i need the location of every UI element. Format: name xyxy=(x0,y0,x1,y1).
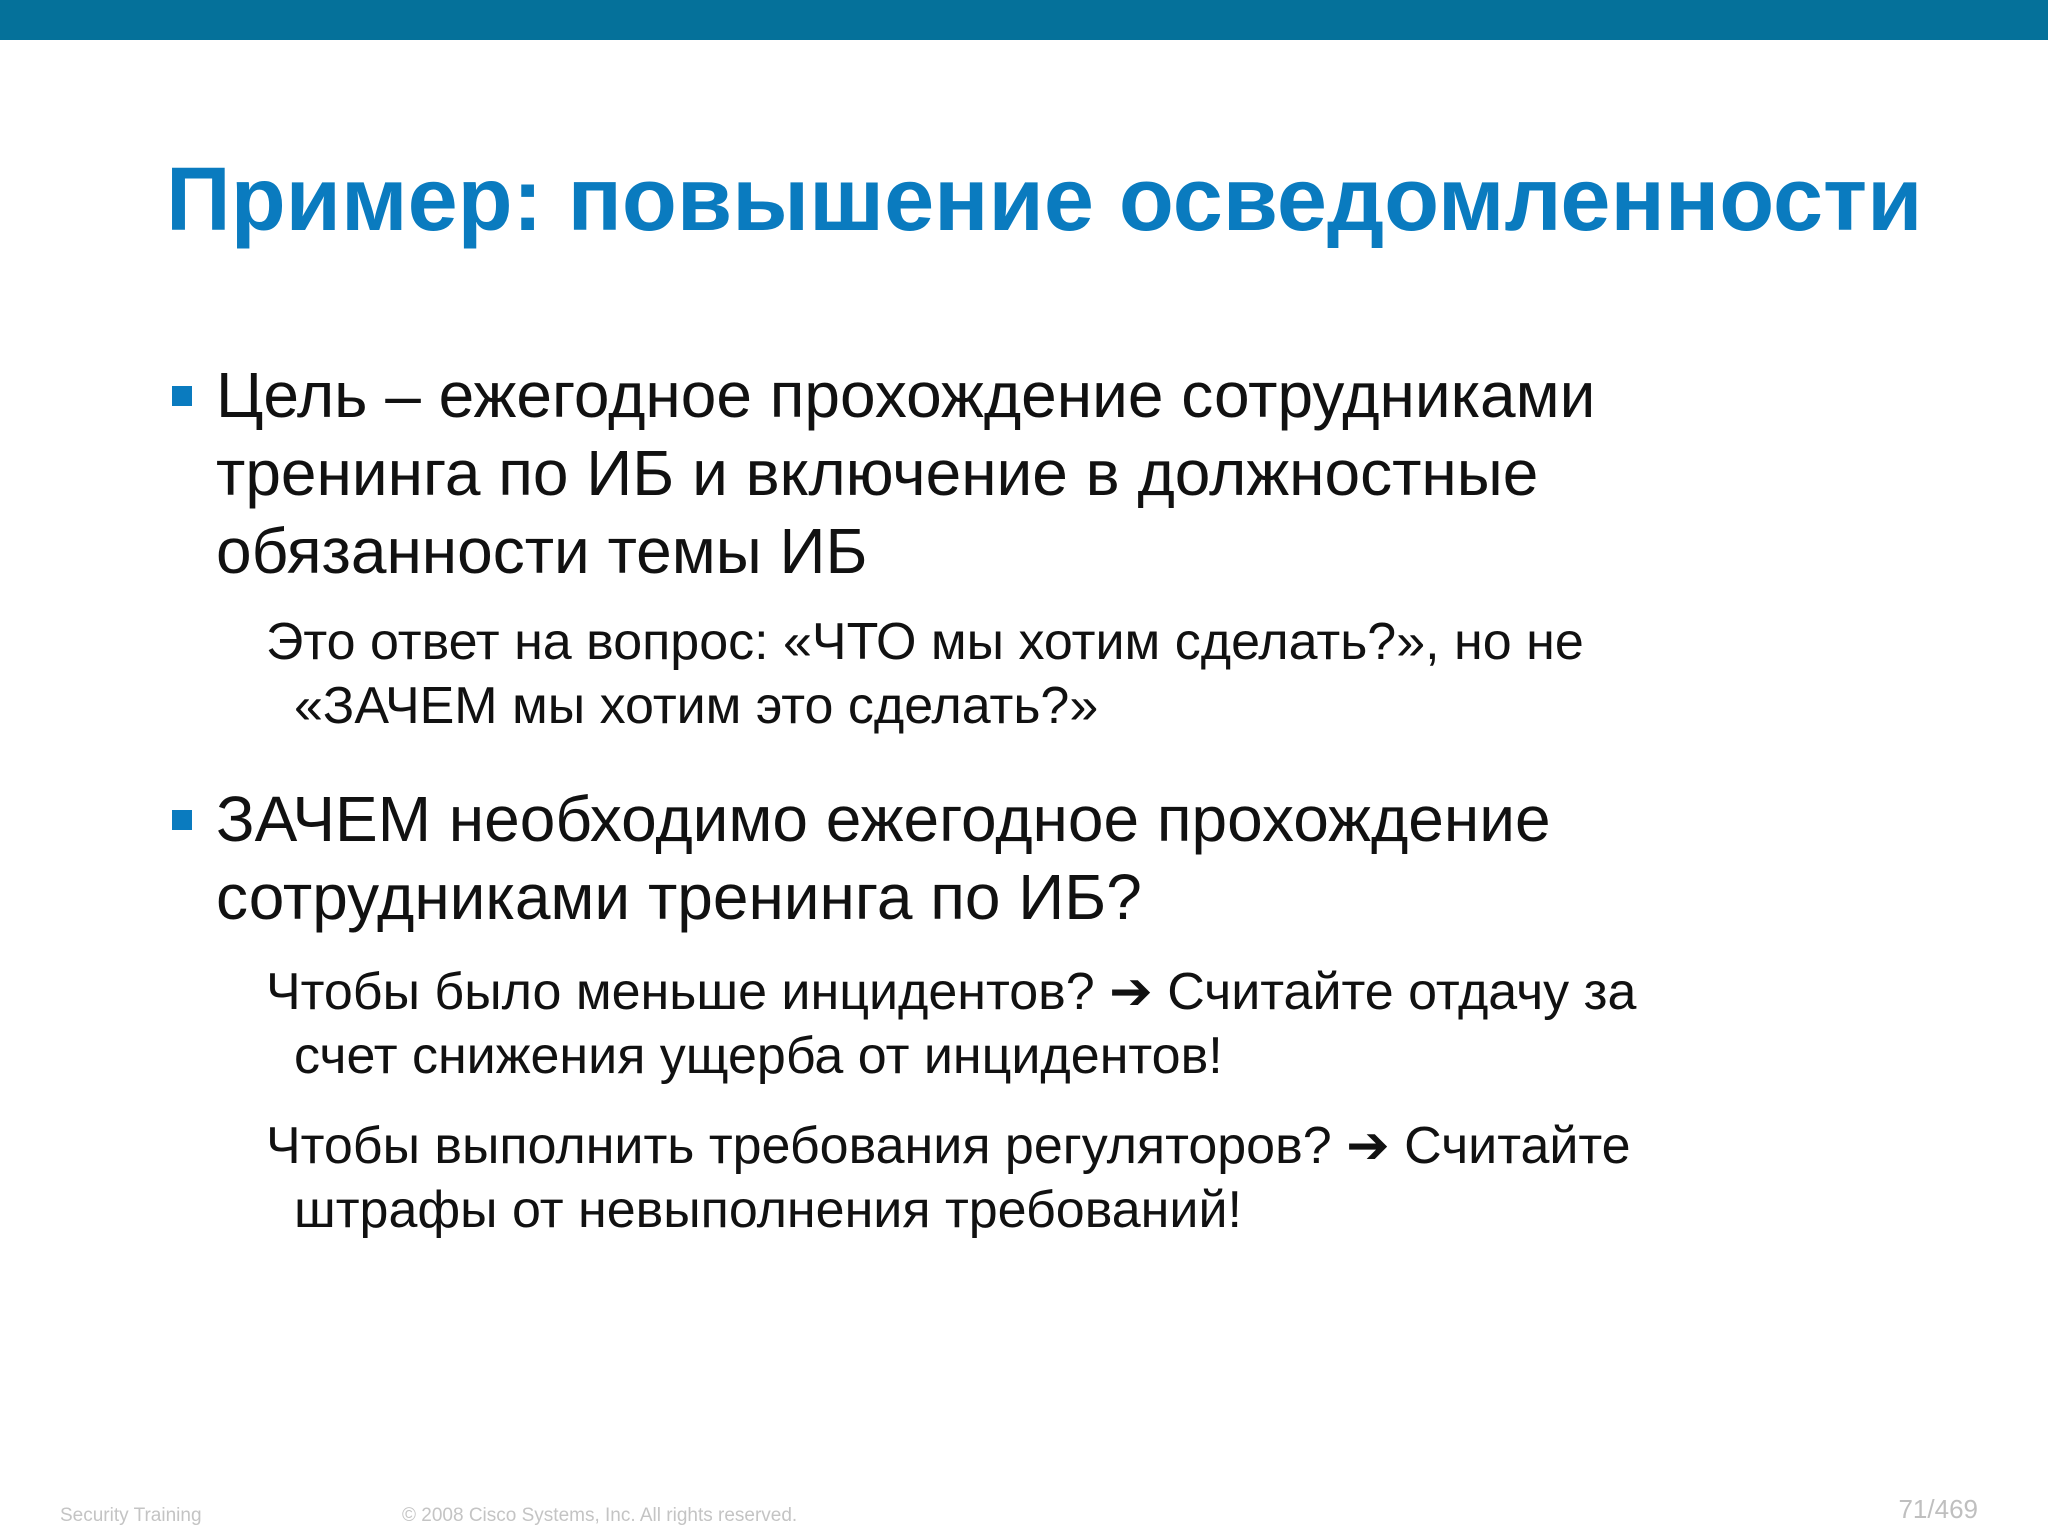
sub-line: Это ответ на вопрос: «ЧТО мы хотим сделать?», но не xyxy=(266,613,1584,671)
arrow-right-icon: ➔ xyxy=(1346,1116,1390,1176)
sub-line: «ЗАЧЕМ мы хотим это сделать?» xyxy=(294,677,1099,735)
bullet-square-icon xyxy=(172,810,192,830)
top-accent-bar xyxy=(0,0,2048,40)
sub-text: Чтобы было меньше инцидентов? xyxy=(266,963,1095,1021)
bullet-item-goal xyxy=(216,356,1976,590)
sub-item-regulators xyxy=(266,1114,1866,1242)
footer-course-name: Security Training xyxy=(60,1505,202,1526)
bullet-line: Цель – ежегодное прохождение сотрудниками xyxy=(216,359,1596,431)
arrow-right-icon: ➔ xyxy=(1109,962,1153,1022)
sub-item-what-vs-why xyxy=(266,610,1866,738)
sub-line xyxy=(266,1114,1866,1178)
sub-line: счет снижения ущерба от инцидентов! xyxy=(294,1027,1223,1085)
sub-line xyxy=(266,960,1866,1024)
sub-line: штрафы от невыполнения требований! xyxy=(294,1181,1242,1239)
sub-text: Считайте отдачу за xyxy=(1167,963,1637,1021)
bullet-line: ЗАЧЕМ необходимо ежегодное прохождение xyxy=(216,783,1551,855)
bullet-line: тренинга по ИБ и включение в должностные xyxy=(216,437,1539,509)
sub-item-incidents xyxy=(266,960,1866,1088)
bullet-line: обязанности темы ИБ xyxy=(216,515,868,587)
slide-title: Пример: повышение осведомленности xyxy=(166,150,1923,250)
bullet-item-why xyxy=(216,780,1976,936)
footer-copyright: © 2008 Cisco Systems, Inc. All rights reserved. xyxy=(402,1505,798,1526)
sub-text: Считайте xyxy=(1404,1117,1631,1175)
page-number: 71/469 xyxy=(1898,1494,1978,1524)
bullet-line: сотрудниками тренинга по ИБ? xyxy=(216,861,1142,933)
sub-text: Чтобы выполнить требования регуляторов? xyxy=(266,1117,1332,1175)
bullet-square-icon xyxy=(172,386,192,406)
